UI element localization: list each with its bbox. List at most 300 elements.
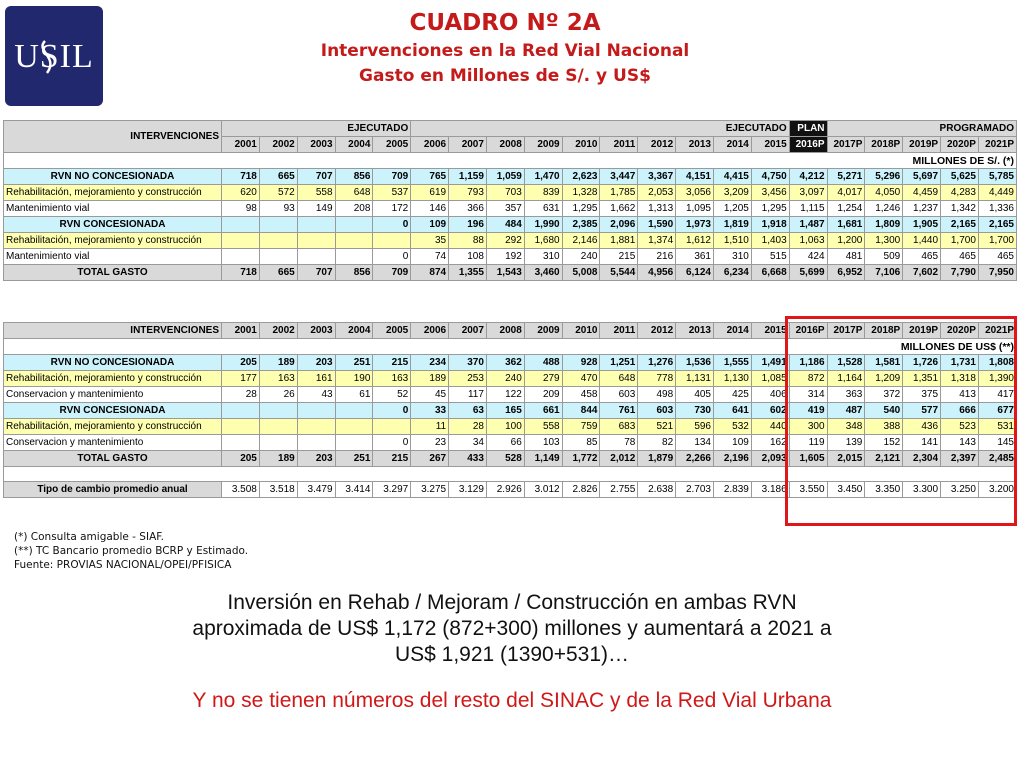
table-cell: 3.414 bbox=[335, 482, 373, 498]
table-cell: 208 bbox=[335, 201, 373, 217]
table-cell: 4,050 bbox=[865, 185, 903, 201]
table-cell: 661 bbox=[524, 403, 562, 419]
table-cell: 1,681 bbox=[827, 217, 865, 233]
year-header: 2004 bbox=[335, 323, 373, 339]
table-cell: 348 bbox=[827, 419, 865, 435]
table-cell: 703 bbox=[486, 185, 524, 201]
table-cell: 189 bbox=[259, 355, 297, 371]
row-label: Tipo de cambio promedio anual bbox=[4, 482, 222, 498]
table-cell: 1,254 bbox=[827, 201, 865, 217]
table-cell: 531 bbox=[978, 419, 1016, 435]
table-cell: 3.129 bbox=[449, 482, 487, 498]
table-cell: 1,390 bbox=[978, 371, 1016, 387]
table-cell: 465 bbox=[978, 249, 1016, 265]
table-cell bbox=[335, 217, 373, 233]
table-cell: 765 bbox=[411, 169, 449, 185]
table-cell: 1,680 bbox=[524, 233, 562, 249]
table-cell: 2,165 bbox=[941, 217, 979, 233]
table-cell: 2.755 bbox=[600, 482, 638, 498]
table-cell: 7,950 bbox=[978, 265, 1016, 281]
table-cell bbox=[335, 419, 373, 435]
row-label: Rehabilitación, mejoramiento y construcción bbox=[4, 419, 222, 435]
usil-logo-mark bbox=[11, 21, 97, 91]
table-cell: 1,209 bbox=[865, 371, 903, 387]
table-cell: 1,491 bbox=[751, 355, 789, 371]
table-cell: 2,623 bbox=[562, 169, 600, 185]
year-header: 2017P bbox=[827, 137, 865, 153]
table-cell: 1,555 bbox=[714, 355, 752, 371]
year-header: 2018P bbox=[865, 323, 903, 339]
table-cell: 488 bbox=[524, 355, 562, 371]
table-cell: 300 bbox=[789, 419, 827, 435]
table-cell: 6,668 bbox=[751, 265, 789, 281]
table-cell: 267 bbox=[411, 451, 449, 467]
table-cell: 98 bbox=[222, 201, 260, 217]
table-cell: 465 bbox=[903, 249, 941, 265]
table-cell: 1,374 bbox=[638, 233, 676, 249]
table-cell: 603 bbox=[600, 387, 638, 403]
table-cell: 388 bbox=[865, 419, 903, 435]
table-cell: 440 bbox=[751, 419, 789, 435]
table-cell: 1,581 bbox=[865, 355, 903, 371]
year-header: 2019P bbox=[903, 323, 941, 339]
table-row bbox=[4, 249, 1017, 265]
table-cell: 310 bbox=[524, 249, 562, 265]
table-cell: 203 bbox=[297, 355, 335, 371]
table-cell: 1,990 bbox=[524, 217, 562, 233]
table-cell: 2,266 bbox=[676, 451, 714, 467]
table-cell: 718 bbox=[222, 265, 260, 281]
table-cell: 1,403 bbox=[751, 233, 789, 249]
group-header-executed: EJECUTADO bbox=[411, 121, 789, 137]
year-header: 2008 bbox=[486, 137, 524, 153]
table-cell: 718 bbox=[222, 169, 260, 185]
table-cell: 683 bbox=[600, 419, 638, 435]
row-label: RVN CONCESIONADA bbox=[4, 403, 222, 419]
table-cell: 759 bbox=[562, 419, 600, 435]
table-cell: 1,295 bbox=[562, 201, 600, 217]
table-cell: 2,385 bbox=[562, 217, 600, 233]
table-cell: 707 bbox=[297, 169, 335, 185]
footnote: Fuente: PROVIAS NACIONAL/OPEI/PFISICA bbox=[14, 559, 232, 571]
table-cell: 6,124 bbox=[676, 265, 714, 281]
row-label: RVN NO CONCESIONADA bbox=[4, 355, 222, 371]
summary-message bbox=[0, 590, 1024, 714]
summary-line: Inversión en Rehab / Mejoram / Construcción en ambas RVN bbox=[227, 591, 797, 614]
table-cell bbox=[297, 217, 335, 233]
table-cell: 4,449 bbox=[978, 185, 1016, 201]
table-cell: 2,397 bbox=[941, 451, 979, 467]
table-cell bbox=[373, 419, 411, 435]
table-cell: 100 bbox=[486, 419, 524, 435]
year-header: 2004 bbox=[335, 137, 373, 153]
table-cell: 1,605 bbox=[789, 451, 827, 467]
table-cell: 2,093 bbox=[751, 451, 789, 467]
table-cell: 433 bbox=[449, 451, 487, 467]
table-cell: 509 bbox=[865, 249, 903, 265]
table-cell: 648 bbox=[335, 185, 373, 201]
table-cell: 730 bbox=[676, 403, 714, 419]
table-cell: 4,415 bbox=[714, 169, 752, 185]
page-subtitle-units: Gasto en Millones de S/. y US$ bbox=[359, 66, 651, 86]
table-cell: 1,785 bbox=[600, 185, 638, 201]
year-header: 2001 bbox=[222, 323, 260, 339]
table-cell: 74 bbox=[411, 249, 449, 265]
table-cell: 1,536 bbox=[676, 355, 714, 371]
table-cell bbox=[222, 233, 260, 249]
table-cell: 1,200 bbox=[827, 233, 865, 249]
section-row bbox=[4, 153, 1017, 169]
table-cell: 3.200 bbox=[978, 482, 1016, 498]
table-cell: 419 bbox=[789, 403, 827, 419]
table-cell: 5,008 bbox=[562, 265, 600, 281]
table-cell: 1,510 bbox=[714, 233, 752, 249]
table-cell: 109 bbox=[714, 435, 752, 451]
table-cell: 498 bbox=[638, 387, 676, 403]
table-cell: 251 bbox=[335, 451, 373, 467]
table-cell: 1,700 bbox=[941, 233, 979, 249]
table-cell: 11 bbox=[411, 419, 449, 435]
year-header: 2002 bbox=[259, 137, 297, 153]
table-cell: 1,059 bbox=[486, 169, 524, 185]
table-cell: 189 bbox=[411, 371, 449, 387]
table-cell: 532 bbox=[714, 419, 752, 435]
table-cell: 3.508 bbox=[222, 482, 260, 498]
table-cell: 163 bbox=[259, 371, 297, 387]
year-header: 2018P bbox=[865, 137, 903, 153]
year-header: 2013 bbox=[676, 137, 714, 153]
table-cell: 1,237 bbox=[903, 201, 941, 217]
table-cell: 577 bbox=[903, 403, 941, 419]
table-cell: 189 bbox=[259, 451, 297, 467]
soles-table bbox=[3, 120, 1017, 281]
usil-logo bbox=[5, 6, 103, 106]
table-cell: 2,012 bbox=[600, 451, 638, 467]
table-cell: 4,750 bbox=[751, 169, 789, 185]
table-cell: 1,131 bbox=[676, 371, 714, 387]
page-title: CUADRO Nº 2A bbox=[409, 10, 601, 36]
page-subtitle: Intervenciones en la Red Vial Nacional bbox=[320, 41, 690, 61]
table-cell: 78 bbox=[600, 435, 638, 451]
year-header: 2010 bbox=[562, 137, 600, 153]
table-cell: 5,625 bbox=[941, 169, 979, 185]
table-row bbox=[4, 217, 1017, 233]
table-cell: 4,151 bbox=[676, 169, 714, 185]
table-cell: 216 bbox=[638, 249, 676, 265]
table-cell: 417 bbox=[978, 387, 1016, 403]
table-row bbox=[4, 185, 1017, 201]
table-cell: 1,095 bbox=[676, 201, 714, 217]
year-header: 2007 bbox=[449, 137, 487, 153]
table-cell: 620 bbox=[222, 185, 260, 201]
year-header: 2011 bbox=[600, 137, 638, 153]
table-cell bbox=[297, 403, 335, 419]
table-cell: 413 bbox=[941, 387, 979, 403]
table-row bbox=[4, 201, 1017, 217]
table-cell: 1,318 bbox=[941, 371, 979, 387]
table-cell: 3,209 bbox=[714, 185, 752, 201]
table-cell: 405 bbox=[676, 387, 714, 403]
table-cell: 484 bbox=[486, 217, 524, 233]
table-cell: 2,121 bbox=[865, 451, 903, 467]
table-cell: 63 bbox=[449, 403, 487, 419]
year-header: 2001 bbox=[222, 137, 260, 153]
table-cell: 1,336 bbox=[978, 201, 1016, 217]
table-cell: 1,313 bbox=[638, 201, 676, 217]
table-cell: 1,905 bbox=[903, 217, 941, 233]
table-cell: 2.638 bbox=[638, 482, 676, 498]
table-cell: 665 bbox=[259, 169, 297, 185]
table-cell: 603 bbox=[638, 403, 676, 419]
year-header: 2015 bbox=[751, 137, 789, 153]
table-cell: 709 bbox=[373, 265, 411, 281]
year-header: 2005 bbox=[373, 137, 411, 153]
table-cell bbox=[297, 435, 335, 451]
table-cell: 648 bbox=[600, 371, 638, 387]
year-header: 2012 bbox=[638, 323, 676, 339]
table-cell: 234 bbox=[411, 355, 449, 371]
table-cell: 203 bbox=[297, 451, 335, 467]
table-cell: 1,528 bbox=[827, 355, 865, 371]
table-cell: 778 bbox=[638, 371, 676, 387]
year-header: 2017P bbox=[827, 323, 865, 339]
year-header: 2003 bbox=[297, 323, 335, 339]
table-cell: 109 bbox=[411, 217, 449, 233]
table-cell bbox=[373, 233, 411, 249]
table-cell: 1,085 bbox=[751, 371, 789, 387]
year-header: 2020P bbox=[941, 323, 979, 339]
table-cell: 4,956 bbox=[638, 265, 676, 281]
table-row bbox=[4, 233, 1017, 249]
table-cell: 1,246 bbox=[865, 201, 903, 217]
table-cell: 161 bbox=[297, 371, 335, 387]
table-cell: 28 bbox=[449, 419, 487, 435]
table-cell: 1,543 bbox=[486, 265, 524, 281]
table-cell: 251 bbox=[335, 355, 373, 371]
table-cell bbox=[259, 419, 297, 435]
year-header: 2015 bbox=[751, 323, 789, 339]
table-cell bbox=[259, 249, 297, 265]
table-cell: 521 bbox=[638, 419, 676, 435]
table-cell: 523 bbox=[941, 419, 979, 435]
table-cell: 279 bbox=[524, 371, 562, 387]
table-cell: 152 bbox=[865, 435, 903, 451]
table-cell: 4,459 bbox=[903, 185, 941, 201]
year-header: 2016P bbox=[789, 137, 827, 153]
table-cell: 2,146 bbox=[562, 233, 600, 249]
year-header: 2011 bbox=[600, 323, 638, 339]
year-header: 2020P bbox=[941, 137, 979, 153]
year-header: 2012 bbox=[638, 137, 676, 153]
table-cell: 761 bbox=[600, 403, 638, 419]
table-cell: 163 bbox=[373, 371, 411, 387]
table-cell: 666 bbox=[941, 403, 979, 419]
summary-line: US$ 1,921 (1390+531)… bbox=[394, 643, 630, 666]
table-cell: 139 bbox=[827, 435, 865, 451]
table-cell bbox=[259, 233, 297, 249]
table-cell: 2,096 bbox=[600, 217, 638, 233]
table-cell: 0 bbox=[373, 435, 411, 451]
table-cell: 215 bbox=[373, 355, 411, 371]
table-cell: 425 bbox=[714, 387, 752, 403]
year-header: 2009 bbox=[524, 323, 562, 339]
table-cell: 34 bbox=[449, 435, 487, 451]
row-label: Conservacion y mantenimiento bbox=[4, 387, 222, 403]
table-cell: 363 bbox=[827, 387, 865, 403]
year-header: 2009 bbox=[524, 137, 562, 153]
table-cell: 165 bbox=[486, 403, 524, 419]
table-cell: 3.250 bbox=[941, 482, 979, 498]
table-cell: 33 bbox=[411, 403, 449, 419]
year-header: 2014 bbox=[714, 137, 752, 153]
table-cell: 141 bbox=[903, 435, 941, 451]
table-cell: 2,304 bbox=[903, 451, 941, 467]
table-cell: 3,460 bbox=[524, 265, 562, 281]
table-cell: 424 bbox=[789, 249, 827, 265]
table-cell: 5,271 bbox=[827, 169, 865, 185]
table-cell: 793 bbox=[449, 185, 487, 201]
table-cell: 470 bbox=[562, 371, 600, 387]
table-cell: 108 bbox=[449, 249, 487, 265]
footnote: (**) TC Bancario promedio BCRP y Estimado. bbox=[14, 545, 249, 557]
year-header: 2006 bbox=[411, 323, 449, 339]
table-row bbox=[4, 169, 1017, 185]
table-cell: 631 bbox=[524, 201, 562, 217]
table-cell: 1,662 bbox=[600, 201, 638, 217]
group-header-executed: EJECUTADO bbox=[222, 121, 411, 137]
table-cell: 4,212 bbox=[789, 169, 827, 185]
table-cell: 3.012 bbox=[524, 482, 562, 498]
table-cell: 528 bbox=[486, 451, 524, 467]
table-cell: 465 bbox=[941, 249, 979, 265]
table-cell: 1,726 bbox=[903, 355, 941, 371]
year-header: 2003 bbox=[297, 137, 335, 153]
table-cell: 23 bbox=[411, 435, 449, 451]
table-cell: 292 bbox=[486, 233, 524, 249]
table-cell: 5,296 bbox=[865, 169, 903, 185]
row-label: Conservacion y mantenimiento bbox=[4, 435, 222, 451]
table-cell: 558 bbox=[297, 185, 335, 201]
table-cell bbox=[297, 249, 335, 265]
table-cell: 2,485 bbox=[978, 451, 1016, 467]
table-cell: 4,283 bbox=[941, 185, 979, 201]
table-cell: 2.826 bbox=[562, 482, 600, 498]
table-cell: 1,295 bbox=[751, 201, 789, 217]
table-cell: 1,159 bbox=[449, 169, 487, 185]
table-cell: 707 bbox=[297, 265, 335, 281]
table-cell: 928 bbox=[562, 355, 600, 371]
table-cell: 66 bbox=[486, 435, 524, 451]
table-cell bbox=[335, 249, 373, 265]
year-header: 2006 bbox=[411, 137, 449, 153]
header-row bbox=[4, 121, 1017, 137]
table-cell: 1,487 bbox=[789, 217, 827, 233]
column-header-interventions: INTERVENCIONES bbox=[4, 323, 222, 339]
table-cell: 6,234 bbox=[714, 265, 752, 281]
table-cell: 540 bbox=[865, 403, 903, 419]
table-cell bbox=[259, 403, 297, 419]
row-label: TOTAL GASTO bbox=[4, 451, 222, 467]
table-cell: 3.300 bbox=[903, 482, 941, 498]
year-header: 2010 bbox=[562, 323, 600, 339]
table-cell: 253 bbox=[449, 371, 487, 387]
table-cell: 1,342 bbox=[941, 201, 979, 217]
table-cell: 240 bbox=[486, 371, 524, 387]
table-cell: 1,440 bbox=[903, 233, 941, 249]
row-label: Mantenimiento vial bbox=[4, 249, 222, 265]
table-cell: 5,699 bbox=[789, 265, 827, 281]
table-cell: 122 bbox=[486, 387, 524, 403]
table-cell: 372 bbox=[865, 387, 903, 403]
table-cell: 190 bbox=[335, 371, 373, 387]
table-cell: 145 bbox=[978, 435, 1016, 451]
footnote: (*) Consulta amigable - SIAF. bbox=[14, 531, 164, 543]
table-cell: 357 bbox=[486, 201, 524, 217]
table-cell bbox=[222, 419, 260, 435]
table-cell: 537 bbox=[373, 185, 411, 201]
table-cell: 856 bbox=[335, 169, 373, 185]
table-cell: 196 bbox=[449, 217, 487, 233]
table-cell bbox=[222, 403, 260, 419]
table-cell: 1,251 bbox=[600, 355, 638, 371]
table-cell: 572 bbox=[259, 185, 297, 201]
table-cell: 52 bbox=[373, 387, 411, 403]
table-cell: 1,063 bbox=[789, 233, 827, 249]
table-cell bbox=[335, 435, 373, 451]
table-cell: 1,276 bbox=[638, 355, 676, 371]
table-cell: 134 bbox=[676, 435, 714, 451]
table-cell bbox=[297, 419, 335, 435]
table-cell: 2,015 bbox=[827, 451, 865, 467]
year-header: 2002 bbox=[259, 323, 297, 339]
table-cell: 215 bbox=[373, 451, 411, 467]
row-label: RVN CONCESIONADA bbox=[4, 217, 222, 233]
table-cell: 35 bbox=[411, 233, 449, 249]
table-cell: 6,952 bbox=[827, 265, 865, 281]
table-cell: 310 bbox=[714, 249, 752, 265]
table-cell: 602 bbox=[751, 403, 789, 419]
table-cell: 458 bbox=[562, 387, 600, 403]
table-cell: 3.479 bbox=[297, 482, 335, 498]
year-header: 2013 bbox=[676, 323, 714, 339]
table-cell: 1,612 bbox=[676, 233, 714, 249]
table-cell: 3.297 bbox=[373, 482, 411, 498]
summary-warning: Y no se tienen números del resto del SINAC y de la Red Vial Urbana bbox=[192, 689, 832, 712]
table-cell: 1,590 bbox=[638, 217, 676, 233]
table-cell: 192 bbox=[486, 249, 524, 265]
table-cell: 1,130 bbox=[714, 371, 752, 387]
table-cell: 0 bbox=[373, 217, 411, 233]
table-cell: 1,186 bbox=[789, 355, 827, 371]
table-cell: 1,731 bbox=[941, 355, 979, 371]
table-cell: 1,115 bbox=[789, 201, 827, 217]
table-cell: 1,772 bbox=[562, 451, 600, 467]
table-cell: 61 bbox=[335, 387, 373, 403]
table-cell: 3.550 bbox=[789, 482, 827, 498]
table-cell bbox=[335, 403, 373, 419]
table-cell: 3,056 bbox=[676, 185, 714, 201]
table-cell: 314 bbox=[789, 387, 827, 403]
table-row bbox=[4, 265, 1017, 281]
table-cell: 205 bbox=[222, 355, 260, 371]
table-cell: 3,447 bbox=[600, 169, 638, 185]
table-cell: 162 bbox=[751, 435, 789, 451]
table-cell: 1,700 bbox=[978, 233, 1016, 249]
table-cell bbox=[222, 217, 260, 233]
table-cell: 85 bbox=[562, 435, 600, 451]
table-cell: 7,790 bbox=[941, 265, 979, 281]
table-cell: 872 bbox=[789, 371, 827, 387]
